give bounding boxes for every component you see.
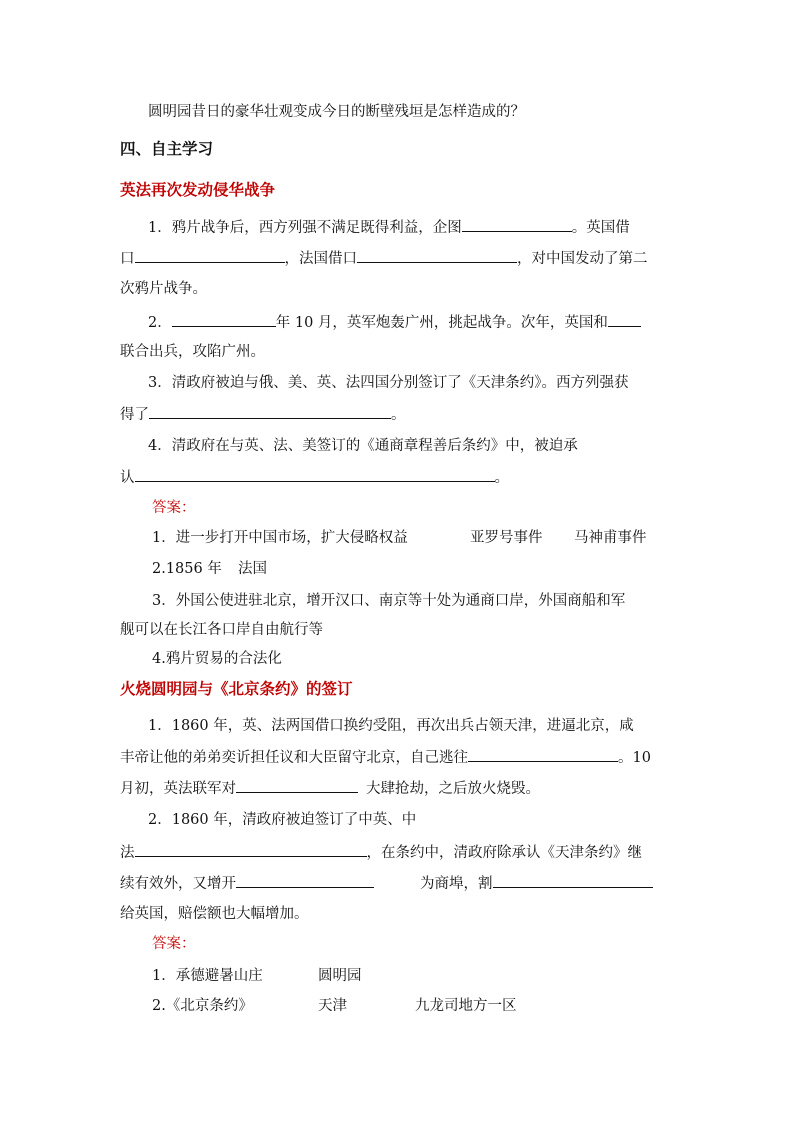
part1-answer-1c: 马神甫事件 [574,530,647,546]
part1-answer-2b: 法国 [238,561,267,577]
part2-answer-1: 1．承德避暑山庄 [152,968,263,984]
part2-answer-label: 答案： [152,936,196,952]
part2-answer-2b: 天津 [318,998,347,1014]
part1-q4-line1: 4．清政府在与英、法、美签订的《通商章程善后条约》中，被迫承 [148,438,578,454]
answer-blank[interactable] [135,248,285,263]
part1-q2-line2: 联合出兵，攻陷广州。 [120,344,265,360]
answer-blank[interactable] [462,217,572,232]
answer-blank[interactable] [172,312,276,327]
part2-q1-line2: 丰帝让他的弟弟奕䜣担任议和大臣留守北京，自己逃往 。10 [120,747,651,768]
part1-q1-line1: 1．鸦片战争后，西方列强不满足既得利益，企图 。英国借 [148,217,630,238]
answer-blank[interactable] [149,404,391,419]
part2-q2-line3: 续有效外，又增开 为商埠，割 [120,873,653,894]
part1-q1-line2: 口 ，法国借口 ，对中国发动了第二 [120,248,648,269]
answer-blank[interactable] [608,312,641,327]
answer-blank[interactable] [493,873,653,888]
part2-title: 火烧圆明园与《北京条约》的签订 [120,679,353,698]
part2-q2-line4: 给英国，赔偿额也大幅增加。 [120,906,309,922]
answer-blank[interactable] [135,842,367,857]
part2-answer-2c: 九龙司地方一区 [415,998,517,1014]
part1-title: 英法再次发动侵华战争 [120,180,276,199]
answer-blank[interactable] [468,747,618,762]
answer-blank[interactable] [236,873,374,888]
answer-blank[interactable] [135,467,495,482]
answer-blank[interactable] [357,248,517,263]
answer-blank[interactable] [236,778,358,793]
part1-q3-line1: 3．清政府被迫与俄、美、英、法四国分别签订了《天津条约》。西方列强获 [148,375,629,391]
part1-q2-line1: 2． 年 10 月，英军炮轰广州，挑起战争。次年，英国和 [148,312,641,333]
part1-q3-line2: 得了 。 [120,404,406,425]
part2-answer-1b: 圆明园 [318,968,362,984]
part1-answer-2: 2.1856 年 [152,561,222,577]
part2-q2-line1: 2．1860 年，清政府被迫签订了中英、中 [148,812,417,828]
part1-answer-label: 答案： [152,500,196,516]
intro-question: 圆明园昔日的豪华壮观变成今日的断壁残垣是怎样造成的？ [148,104,525,120]
section-heading: 四、自主学习 [120,139,214,158]
part1-q4-line2: 认 。 [120,467,509,488]
part2-answer-2: 2.《北京条约》 [152,998,253,1014]
part1-answer-1b: 亚罗号事件 [470,530,543,546]
part2-q2-line2: 法 ，在条约中，清政府除承认《天津条约》继 [120,842,642,863]
part2-q1-line1: 1．1860 年，英、法两国借口换约受阻，再次出兵占领天津，进逼北京，咸 [148,718,634,734]
part1-answer-3-line2: 舰可以在长江各口岸自由航行等 [120,622,323,638]
part1-q1-line3: 次鸦片战争。 [120,281,207,297]
part1-answer-3-line1: 3．外国公使进驻北京，增开汉口、南京等十处为通商口岸，外国商船和军 [152,593,626,609]
part1-answer-4: 4.鸦片贸易的合法化 [152,651,282,667]
part2-q1-line3: 月初，英法联军对 大肆抢劫，之后放火烧毁。 [120,778,540,799]
part1-answer-1: 1．进一步打开中国市场，扩大侵略权益 [152,530,408,546]
